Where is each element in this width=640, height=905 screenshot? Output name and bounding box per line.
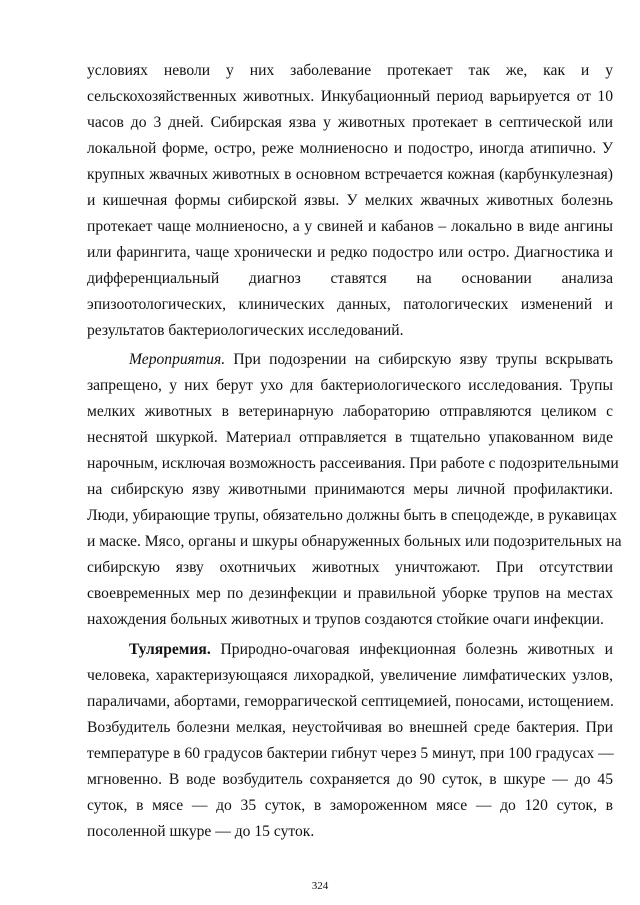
text-line: мгновенно. В воде возбудитель сохраняется до 90 суток, в шкуре — до 45: [87, 771, 613, 788]
text-line: [87, 347, 613, 373]
text-line: нарочным, исключая возможность рассеивания. При работе с подозрительными: [87, 455, 619, 472]
line-text: Природно-очаговая инфекционная болезнь животных и: [210, 641, 613, 658]
document-page: [87, 58, 622, 845]
text-line: сибирскую язву охотничьих животных уничтожают. При отсутствии: [87, 559, 613, 576]
text-line: сельскохозяйственных животных. Инкубационный период варьируется от 10: [87, 88, 613, 105]
text-line: температуре в 60 градусов бактерии гибнут через 5 минут, при 100 градусах —: [87, 745, 614, 762]
paragraph-anthrax-description: [87, 58, 613, 344]
text-line: человека, характеризующаяся лихорадкой, увеличение лимфатических узлов,: [87, 667, 613, 684]
text-line: мелких животных в ветеринарную лабораторию отправляются целиком с: [87, 403, 613, 420]
text-line: параличами, абортами, геморрагической септицемией, поносами, истощением.: [87, 693, 614, 710]
text-line: Люди, убирающие трупы, обязательно должны быть в спецодежде, в рукавицах: [87, 507, 617, 524]
text-line: запрещено, у них берут ухо для бактериологического исследования. Трупы: [87, 377, 613, 394]
text-line: результатов бактериологических исследований.: [87, 322, 404, 339]
text-line: нахождения больных животных и трупов создаются стойкие очаги инфекции.: [87, 611, 604, 628]
text-line: локальной форме, остро, реже молниеносно и подостро, иногда атипично. У: [87, 140, 613, 157]
text-line: эпизоотологических, клинических данных, патологических изменений и: [87, 296, 613, 313]
text-line: протекает чаще молниеносно, а у свиней и кабанов – локально в виде ангины: [87, 218, 613, 235]
text-line: посоленной шкуре — до 15 суток.: [87, 823, 315, 840]
paragraph-tularemia: [87, 637, 613, 845]
text-line: [87, 637, 613, 663]
text-line: своевременных мер по дезинфекции и правильной уборке трупов на местах: [87, 585, 613, 602]
text-line: часов до 3 дней. Сибирская язва у животных протекает в септической или: [87, 114, 613, 131]
text-line: и кишечная формы сибирской язвы. У мелких жвачных животных болезнь: [87, 192, 613, 209]
text-line: на сибирскую язву животными принимаются меры личной профилактики.: [87, 481, 613, 498]
line-text: При подозрении на сибирскую язву трупы вскрывать: [225, 351, 613, 368]
text-line: неснятой шкуркой. Материал отправляется в тщательно упакованном виде: [87, 429, 613, 446]
text-line: Возбудитель болезни мелкая, неустойчивая во внешней среде бактерия. При: [87, 719, 613, 736]
page-number: 324: [311, 880, 329, 892]
text-line: крупных жвачных животных в основном встречается кожная (карбункулезная): [87, 166, 613, 183]
text-line: дифференциальный диагноз ставятся на основании анализа: [87, 270, 613, 287]
text-line: и маске. Мясо, органы и шкуры обнаруженных больных или подозрительных на: [87, 533, 622, 550]
text-line: или фарингита, чаще хронически и редко подостро или остро. Диагностика и: [87, 244, 613, 261]
section-lead-italic: Мероприятия.: [129, 351, 226, 368]
paragraph-anthrax-measures: [87, 347, 622, 633]
text-line: условиях неволи у них заболевание протекает так же, как и у: [87, 62, 613, 79]
text-line: суток, в мясе — до 35 суток, в замороженном мясе — до 120 суток, в: [87, 797, 613, 814]
section-heading-bold: Туляремия.: [129, 641, 211, 658]
